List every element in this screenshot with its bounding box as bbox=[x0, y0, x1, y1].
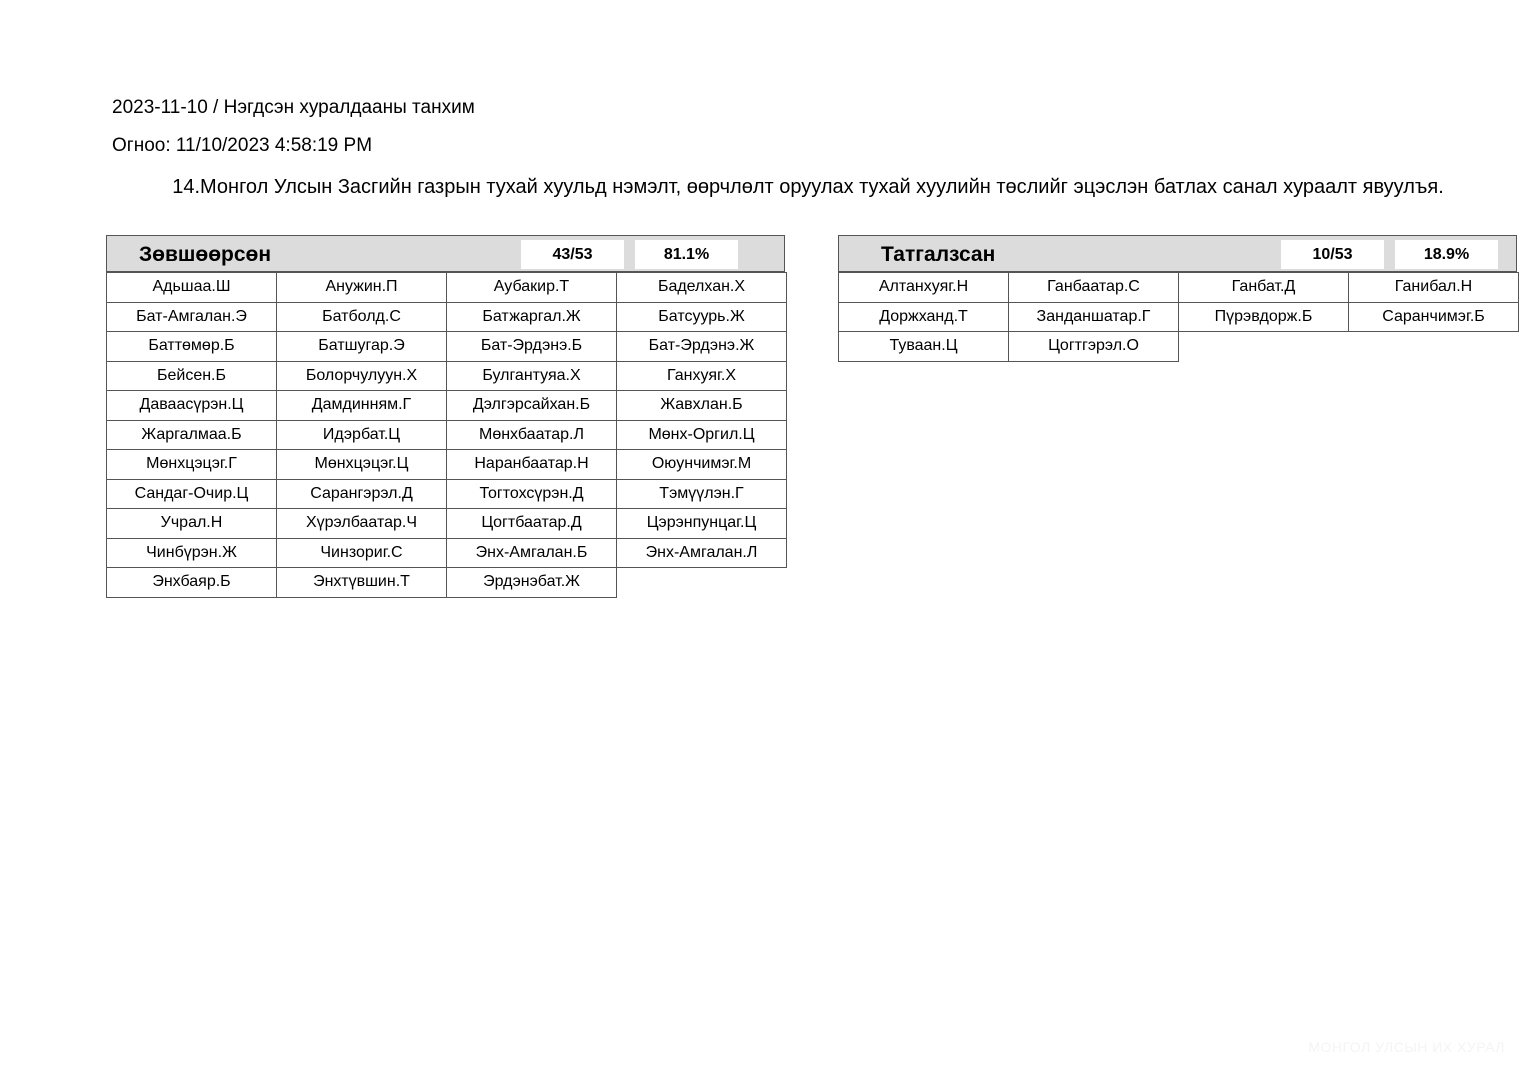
rejected-title: Татгалзсан bbox=[881, 243, 996, 266]
approved-name-cell: Мөнхцэцэг.Ц bbox=[276, 449, 447, 480]
rejected-names-grid bbox=[838, 272, 1517, 361]
rejected-count: 10/53 bbox=[1281, 240, 1384, 269]
rejected-name-cell: Ганбат.Д bbox=[1178, 272, 1349, 303]
approved-names-grid bbox=[106, 272, 785, 597]
rejected-name-cell: Доржханд.Т bbox=[838, 302, 1009, 333]
rejected-name-cell: Туваан.Ц bbox=[838, 331, 1009, 362]
approved-name-cell: Баттөмөр.Б bbox=[106, 331, 277, 362]
approved-count: 43/53 bbox=[521, 240, 624, 269]
approved-name-cell: Даваасүрэн.Ц bbox=[106, 390, 277, 421]
approved-name-cell: Бейсен.Б bbox=[106, 361, 277, 392]
approved-name-cell: Тогтохсүрэн.Д bbox=[446, 479, 617, 510]
rejected-name-cell: Пүрэвдорж.Б bbox=[1178, 302, 1349, 333]
parliament-watermark: МОНГОЛ УЛСЫН ИХ ХУРАЛ bbox=[1308, 1039, 1505, 1055]
approved-name-cell: Бат-Эрдэнэ.Ж bbox=[616, 331, 787, 362]
approved-name-cell: Энхтүвшин.Т bbox=[276, 567, 447, 598]
rejected-header bbox=[838, 235, 1517, 272]
approved-name-cell: Энх-Амгалан.Б bbox=[446, 538, 617, 569]
rejected-name-cell: Алтанхуяг.Н bbox=[838, 272, 1009, 303]
approved-name-cell: Дамдинням.Г bbox=[276, 390, 447, 421]
approved-name-cell: Мөнхбаатар.Л bbox=[446, 420, 617, 451]
approved-name-cell: Учрал.Н bbox=[106, 508, 277, 539]
approved-name-cell: Болорчулуун.Х bbox=[276, 361, 447, 392]
approved-title: Зөвшөөрсөн bbox=[139, 243, 272, 266]
approved-name-cell: Сарангэрэл.Д bbox=[276, 479, 447, 510]
approved-name-cell: Адьшаа.Ш bbox=[106, 272, 277, 303]
approved-name-cell: Чинбүрэн.Ж bbox=[106, 538, 277, 569]
approved-name-cell: Тэмүүлэн.Г bbox=[616, 479, 787, 510]
session-info: 2023-11-10 / Нэгдсэн хуралдааны танхим bbox=[112, 97, 475, 118]
approved-name-cell: Батсуурь.Ж bbox=[616, 302, 787, 333]
approved-name-cell: Жавхлан.Б bbox=[616, 390, 787, 421]
approved-name-cell: Эрдэнэбат.Ж bbox=[446, 567, 617, 598]
rejected-panel bbox=[838, 235, 1517, 361]
agenda-title: 14.Монгол Улсын Засгийн газрын тухай хуульд нэмэлт, өөрчлөлт оруулах тухай хуулийн төслийг эцэслэн батлах санал хураалт явуулъя. bbox=[172, 176, 1444, 198]
approved-name-cell: Энх-Амгалан.Л bbox=[616, 538, 787, 569]
approved-name-cell: Чинзориг.С bbox=[276, 538, 447, 569]
approved-name-cell: Батболд.С bbox=[276, 302, 447, 333]
approved-panel bbox=[106, 235, 785, 597]
approved-percent: 81.1% bbox=[635, 240, 738, 269]
approved-name-cell: Идэрбат.Ц bbox=[276, 420, 447, 451]
approved-name-cell: Булгантуяа.Х bbox=[446, 361, 617, 392]
approved-name-cell: Жаргалмаа.Б bbox=[106, 420, 277, 451]
rejected-name-cell: Ганбаатар.С bbox=[1008, 272, 1179, 303]
approved-name-cell: Батжаргал.Ж bbox=[446, 302, 617, 333]
approved-name-cell: Бат-Эрдэнэ.Б bbox=[446, 331, 617, 362]
rejected-name-cell: Цогтгэрэл.О bbox=[1008, 331, 1179, 362]
rejected-name-cell: Занданшатар.Г bbox=[1008, 302, 1179, 333]
approved-name-cell: Энхбаяр.Б bbox=[106, 567, 277, 598]
approved-name-cell: Хүрэлбаатар.Ч bbox=[276, 508, 447, 539]
rejected-name-cell: Саранчимэг.Б bbox=[1348, 302, 1519, 333]
approved-name-cell: Цогтбаатар.Д bbox=[446, 508, 617, 539]
vote-date: Огноо: 11/10/2023 4:58:19 PM bbox=[112, 135, 373, 156]
rejected-percent: 18.9% bbox=[1395, 240, 1498, 269]
approved-name-cell: Цэрэнпунцаг.Ц bbox=[616, 508, 787, 539]
approved-name-cell: Дэлгэрсайхан.Б bbox=[446, 390, 617, 421]
approved-name-cell: Мөнх-Оргил.Ц bbox=[616, 420, 787, 451]
approved-name-cell: Ганхуяг.Х bbox=[616, 361, 787, 392]
approved-header bbox=[106, 235, 785, 272]
approved-name-cell: Аубакир.Т bbox=[446, 272, 617, 303]
approved-name-cell: Баделхан.Х bbox=[616, 272, 787, 303]
rejected-name-cell: Ганибал.Н bbox=[1348, 272, 1519, 303]
approved-name-cell: Анужин.П bbox=[276, 272, 447, 303]
approved-name-cell: Батшугар.Э bbox=[276, 331, 447, 362]
approved-name-cell: Бат-Амгалан.Э bbox=[106, 302, 277, 333]
approved-name-cell: Мөнхцэцэг.Г bbox=[106, 449, 277, 480]
approved-name-cell: Наранбаатар.Н bbox=[446, 449, 617, 480]
approved-name-cell: Сандаг-Очир.Ц bbox=[106, 479, 277, 510]
approved-name-cell: Оюунчимэг.М bbox=[616, 449, 787, 480]
